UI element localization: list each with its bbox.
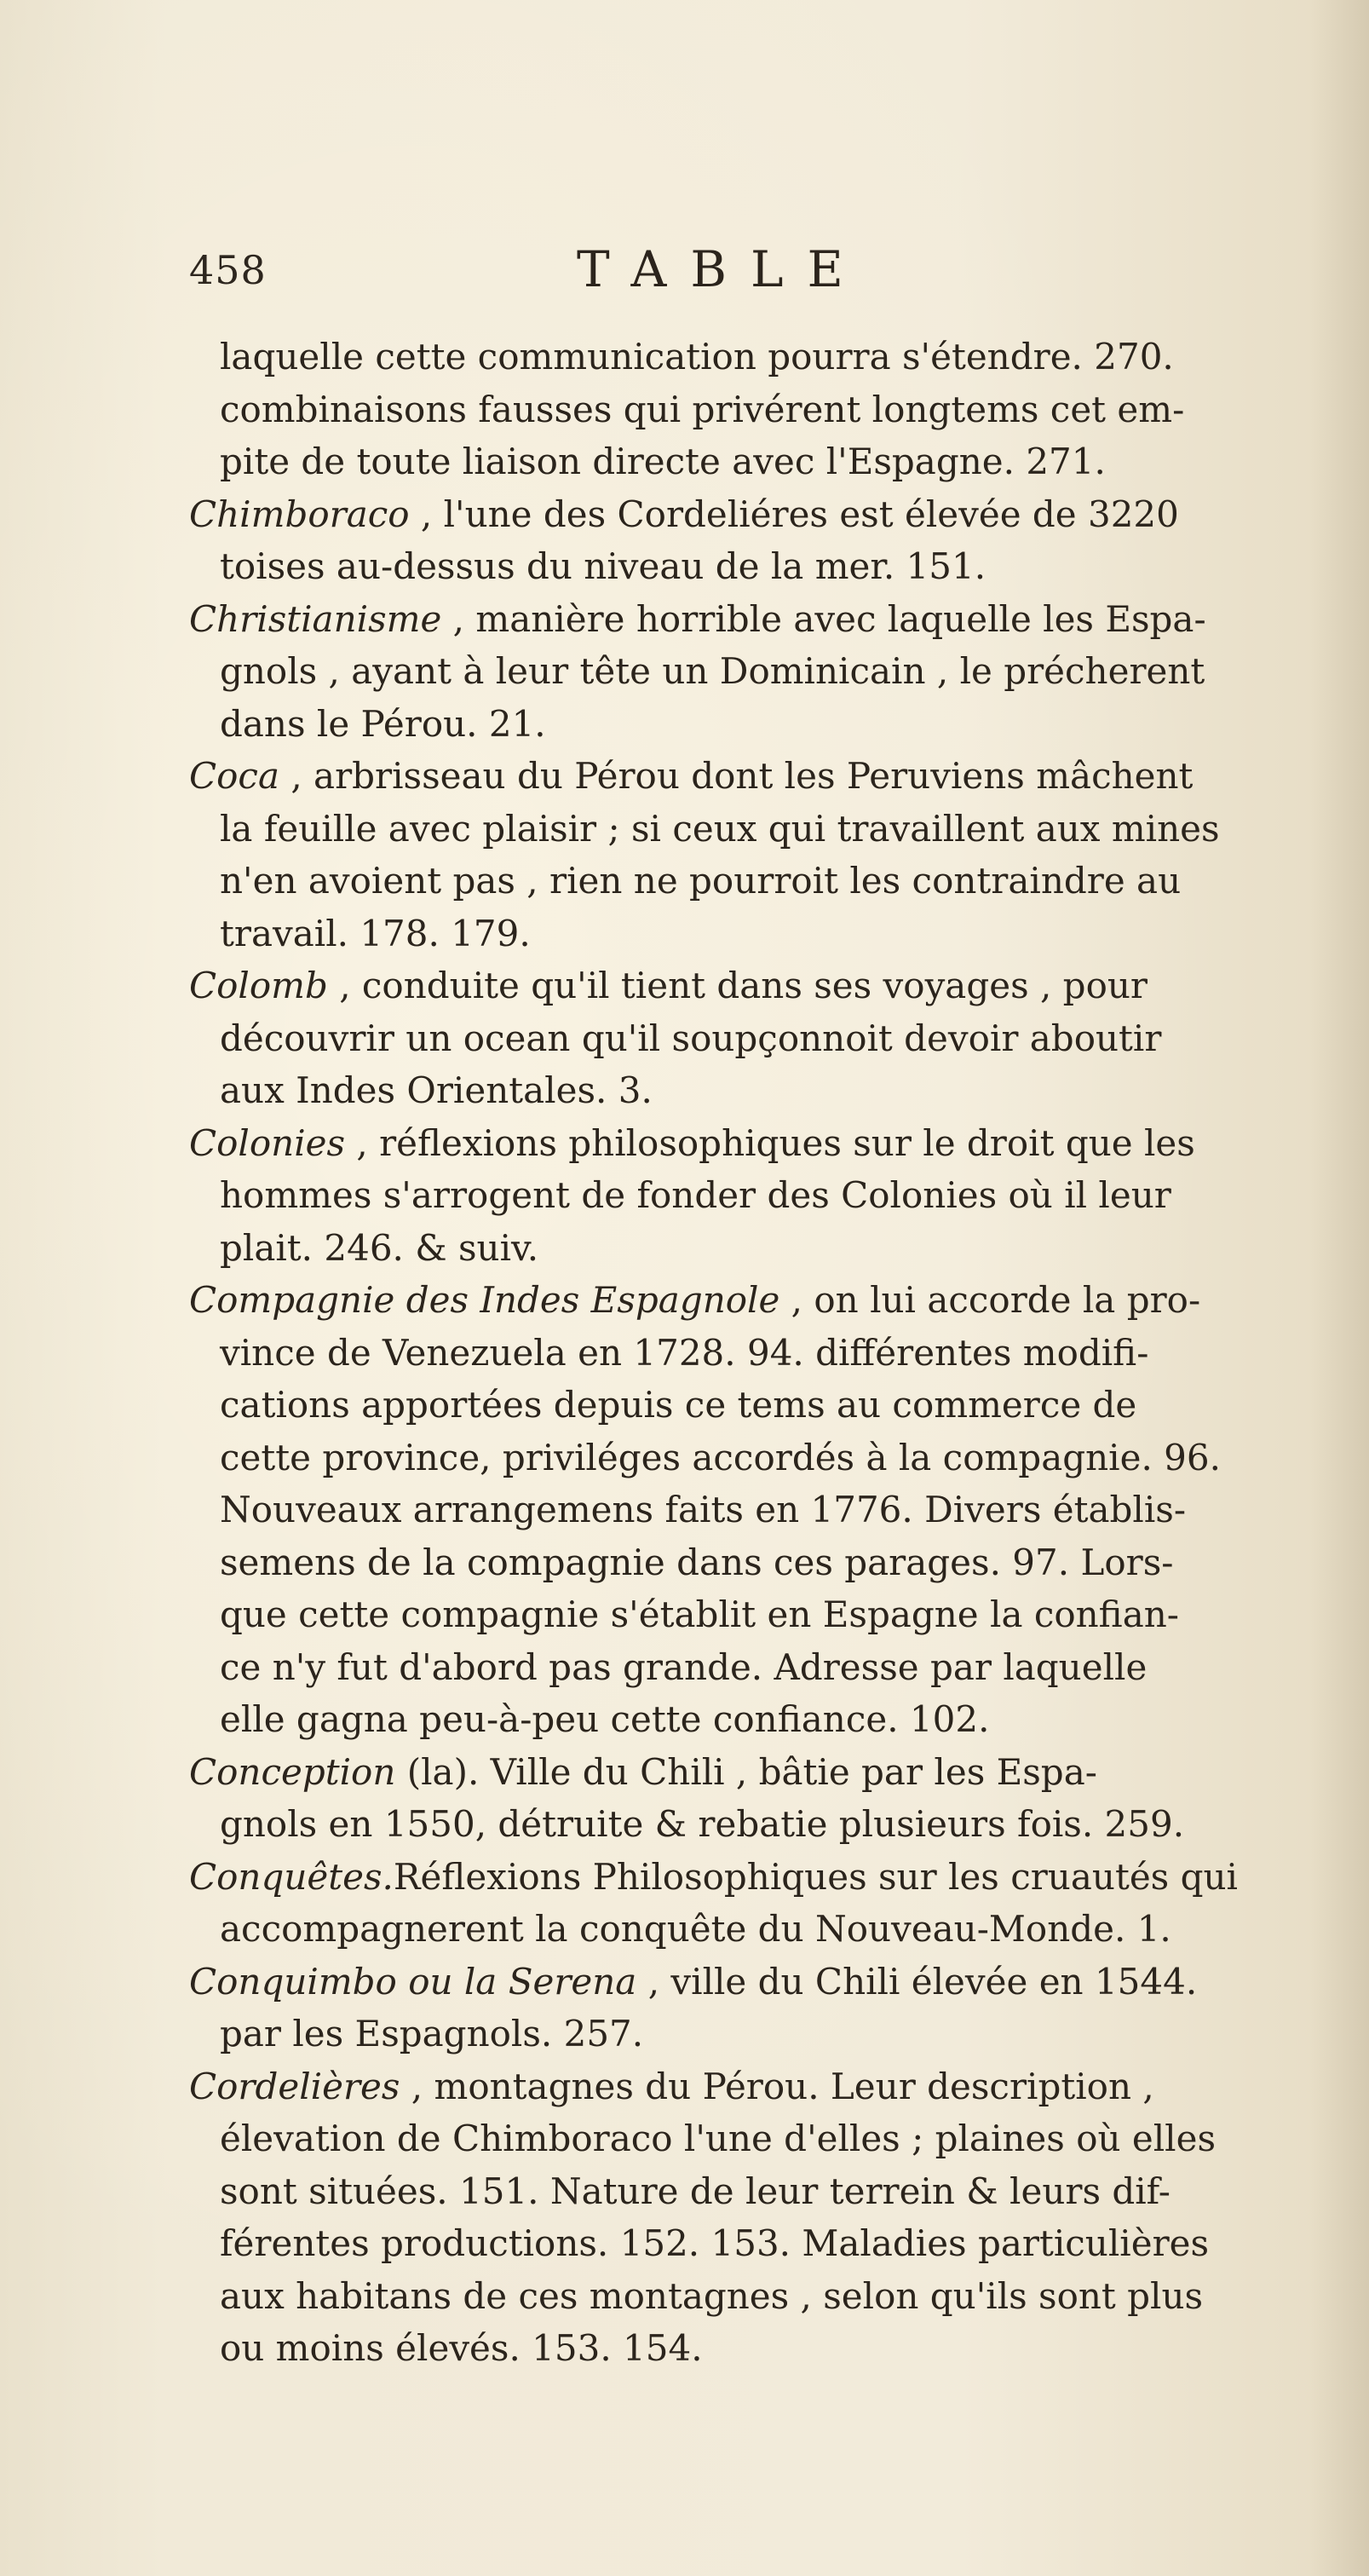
index-entry-line (189, 2060, 1264, 2113)
index-text: aux habitans de ces montagnes , selon qu'ils sont plus (220, 2274, 1204, 2317)
index-text: cette province, priviléges accordés à la compagnie. 96. (220, 1436, 1221, 1478)
index-text: pite de toute liaison directe avec l'Espagne. 271. (220, 441, 1106, 482)
index-continuation-line (189, 1222, 1264, 1275)
index-text: combinaisons fausses qui privérent longtems cet em- (220, 388, 1185, 430)
index-entry-line (189, 1851, 1264, 1904)
index-continuation-line (189, 1484, 1264, 1536)
index-continuation-line (189, 435, 1264, 488)
index-continuation-line (189, 803, 1264, 856)
index-headword: Christianisme (189, 597, 442, 640)
index-text: la feuille avec plaisir ; si ceux qui travaillent aux mines (220, 807, 1220, 850)
index-text: semens de la compagnie dans ces parages. 97. Lors- (220, 1541, 1174, 1583)
page-header (189, 240, 1211, 308)
index-headword: Conception (189, 1750, 396, 1793)
index-headword: Conquimbo ou la Serena (189, 1960, 637, 2003)
index-text: accompagnerent la conquête du Nouveau-Monde. 1. (220, 1908, 1171, 1950)
index-continuation-line (189, 1588, 1264, 1641)
index-continuation-line (189, 1536, 1264, 1589)
running-title: TABLE (577, 240, 867, 298)
index-continuation-line (189, 698, 1264, 751)
index-continuation-line (189, 908, 1264, 960)
index-continuation-line (189, 2322, 1264, 2375)
index-text: , réflexions philosophiques sur le droit que les (345, 1121, 1195, 1164)
index-text: vince de Venezuela en 1728. 94. différentes modifi- (220, 1331, 1149, 1374)
index-entry-line (189, 750, 1264, 803)
index-text: elle gagna peu-à-peu cette confiance. 102. (220, 1698, 990, 1740)
index-headword: Compagnie des Indes Espagnole (189, 1279, 780, 1321)
index-text: par les Espagnols. 257. (220, 2013, 644, 2054)
page-edge-shadow (1309, 0, 1369, 2576)
index-text: , conduite qu'il tient dans ses voyages , pour (327, 965, 1148, 1006)
index-text: dans le Pérou. 21. (220, 702, 546, 745)
index-text: ou moins élevés. 153. 154. (220, 2327, 703, 2369)
index-entry-line (189, 1274, 1264, 1327)
index-text: (la). Ville du Chili , bâtie par les Espa- (395, 1750, 1097, 1793)
index-entry-line (189, 593, 1264, 646)
index-text: , on lui accorde la pro- (779, 1279, 1201, 1321)
index-entry-line (189, 1117, 1264, 1170)
index-continuation-line (189, 2165, 1264, 2218)
index-continuation-line (189, 2008, 1264, 2060)
index-headword: Cordelières (189, 2065, 400, 2107)
index-continuation-line (189, 1432, 1264, 1484)
index-continuation-line (189, 2112, 1264, 2165)
index-text: que cette compagnie s'établit en Espagne la confian- (220, 1593, 1179, 1635)
index-continuation-line (189, 1064, 1264, 1117)
index-continuation-line (189, 383, 1264, 436)
index-entry-line (189, 488, 1264, 541)
index-text: toises au-dessus du niveau de la mer. 151. (220, 545, 986, 587)
index-text: gnols , ayant à leur tête un Dominicain , le précherent (220, 650, 1205, 692)
index-text: gnols en 1550, détruite & rebatie plusieurs fois. 259. (220, 1803, 1185, 1845)
index-continuation-line (189, 331, 1264, 383)
index-entry-line (189, 1746, 1264, 1799)
index-continuation-line (189, 1641, 1264, 1694)
index-text: férentes productions. 152. 153. Maladies particulières (220, 2222, 1210, 2264)
index-entries (189, 331, 1264, 2375)
index-continuation-line (189, 1693, 1264, 1746)
index-continuation-line (189, 1798, 1264, 1851)
index-text: sont situées. 151. Nature de leur terrein & leurs dif- (220, 2170, 1171, 2212)
index-entry-line (189, 1956, 1264, 2008)
index-text: laquelle cette communication pourra s'étendre. 270. (220, 336, 1174, 377)
index-headword: Chimboraco (189, 493, 410, 535)
index-entry-line (189, 960, 1264, 1012)
index-text: plait. 246. & suiv. (220, 1226, 539, 1269)
index-continuation-line (189, 645, 1264, 698)
index-headword: Coca (189, 755, 279, 797)
index-headword: Colonies (189, 1121, 346, 1164)
index-continuation-line (189, 1169, 1264, 1222)
index-text: , arbrisseau du Pérou dont les Peruviens mâchent (279, 755, 1194, 797)
index-continuation-line (189, 540, 1264, 593)
page-number: 458 (189, 247, 267, 293)
index-continuation-line (189, 1327, 1264, 1380)
index-text: aux Indes Orientales. 3. (220, 1069, 653, 1111)
index-headword: Conquêtes. (189, 1855, 394, 1898)
index-continuation-line (189, 1903, 1264, 1956)
index-headword: Colomb (189, 965, 328, 1006)
index-text: Réflexions Philosophiques sur les cruautés qui (393, 1855, 1238, 1898)
index-text: , l'une des Cordeliéres est élevée de 3220 (409, 493, 1179, 535)
index-continuation-line (189, 2217, 1264, 2270)
index-text: , manière horrible avec laquelle les Espa- (441, 597, 1206, 640)
index-continuation-line (189, 2270, 1264, 2323)
index-text: cations apportées depuis ce tems au commerce de (220, 1384, 1137, 1426)
index-continuation-line (189, 1012, 1264, 1065)
index-text: travail. 178. 179. (220, 912, 531, 954)
index-continuation-line (189, 855, 1264, 908)
index-text: élevation de Chimboraco l'une d'elles ; plaines où elles (220, 2118, 1217, 2159)
index-text: , ville du Chili élevée en 1544. (636, 1960, 1198, 2003)
index-text: , montagnes du Pérou. Leur description , (400, 2065, 1154, 2107)
index-text: n'en avoient pas , rien ne pourroit les contraindre au (220, 860, 1182, 902)
index-text: ce n'y fut d'abord pas grande. Adresse par laquelle (220, 1645, 1148, 1688)
index-text: Nouveaux arrangemens faits en 1776. Divers établis- (220, 1489, 1187, 1530)
index-text: hommes s'arrogent de fonder des Colonies où il leur (220, 1174, 1171, 1216)
index-text: découvrir un ocean qu'il soupçonnoit devoir aboutir (220, 1017, 1162, 1059)
index-continuation-line (189, 1379, 1264, 1432)
